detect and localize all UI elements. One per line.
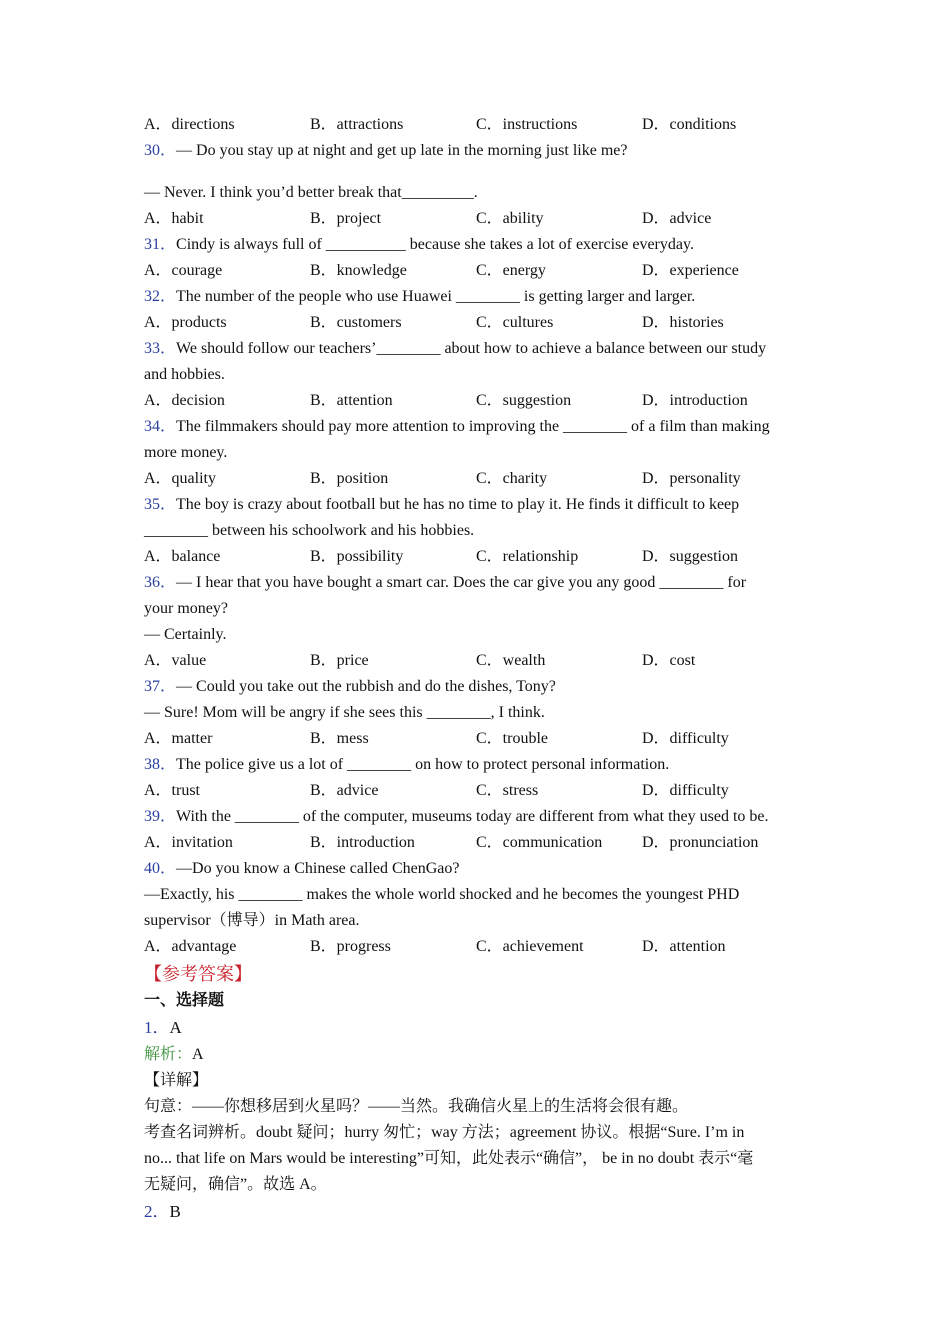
q29-options: [144, 112, 814, 138]
q36-stem: [144, 570, 814, 596]
q40-option-b[interactable]: B．progress: [310, 938, 391, 955]
q30-text-2: — Never. I think you’d better break that_________.: [144, 184, 478, 201]
q37-option-b[interactable]: B．mess: [310, 730, 369, 747]
jiexi-value: A: [192, 1046, 204, 1063]
q30-option-c[interactable]: C．ability: [476, 210, 544, 227]
q31-option-c[interactable]: C．energy: [476, 262, 546, 279]
q30-options: [144, 206, 814, 232]
q34-stem: [144, 414, 814, 440]
q33-stem: [144, 336, 814, 362]
q36-number: 36．: [144, 574, 177, 591]
q35-stem: [144, 492, 814, 518]
q34-option-a[interactable]: A．quality: [144, 470, 216, 487]
q40-option-c[interactable]: C．achievement: [476, 938, 584, 955]
q39-number: 39．: [144, 808, 177, 825]
q30-text-1: — Do you stay up at night and get up late in the morning just like me?: [176, 142, 628, 159]
q31-option-b[interactable]: B．knowledge: [310, 262, 407, 279]
q33-option-a[interactable]: A．decision: [144, 392, 225, 409]
q36-options: [144, 648, 814, 674]
answer-1-jiexi: [144, 1042, 814, 1068]
q36-option-b[interactable]: B．price: [310, 652, 369, 669]
answer-key-title: 【参考答案】: [144, 964, 252, 984]
q30-option-b[interactable]: B．project: [310, 210, 382, 227]
q32-option-c[interactable]: C．cultures: [476, 314, 554, 331]
q35-option-c[interactable]: C．relationship: [476, 548, 579, 565]
q34-option-b[interactable]: B．position: [310, 470, 389, 487]
q30-option-d[interactable]: D．advice: [642, 210, 712, 227]
answer-1: [144, 1014, 814, 1042]
answer-2-number: 2．: [144, 1202, 170, 1221]
q37-option-c[interactable]: C．trouble: [476, 730, 548, 747]
q30-stem: [144, 138, 814, 164]
q38-text: The police give us a lot of ________ on how to protect personal information.: [176, 756, 670, 773]
q36-text-1: — I hear that you have bought a smart car. Does the car give you any good ________ for: [176, 574, 747, 591]
q29-option-d[interactable]: D．conditions: [642, 116, 737, 133]
q29-option-b[interactable]: B．attractions: [310, 116, 404, 133]
q32-stem: [144, 284, 814, 310]
q36-text-2: your money?: [144, 600, 228, 617]
q33-option-c[interactable]: C．suggestion: [476, 392, 572, 409]
q31-number: 31．: [144, 236, 177, 253]
q38-option-d[interactable]: D．difficulty: [642, 782, 729, 799]
q39-option-a[interactable]: A．invitation: [144, 834, 233, 851]
exam-page: [144, 112, 814, 1226]
q30-number: 30．: [144, 142, 177, 159]
analysis-line-1: 考查名词辨析。doubt 疑问；hurry 匆忙；way 方法；agreement 协议。根据“Sure. I’m in: [144, 1124, 745, 1141]
q36-option-c[interactable]: C．wealth: [476, 652, 546, 669]
q38-option-c[interactable]: C．stress: [476, 782, 539, 799]
q37-options: [144, 726, 814, 752]
q31-text: Cindy is always full of __________ because she takes a lot of exercise everyday.: [176, 236, 694, 253]
q39-stem: [144, 804, 814, 830]
q33-text-2: and hobbies.: [144, 366, 225, 383]
q40-option-a[interactable]: A．advantage: [144, 938, 237, 955]
answer-1-number: 1．: [144, 1018, 170, 1037]
q34-options: [144, 466, 814, 492]
q34-option-d[interactable]: D．personality: [642, 470, 741, 487]
answer-2-value: B: [169, 1202, 181, 1221]
detail-label: 【详解】: [144, 1072, 209, 1089]
q40-number: 40．: [144, 860, 177, 877]
q38-number: 38．: [144, 756, 177, 773]
q37-number: 37．: [144, 678, 177, 695]
q40-text-1: —Do you know a Chinese called ChenGao?: [176, 860, 460, 877]
q40-text-3: supervisor（博导）in Math area.: [144, 912, 360, 929]
q33-text-1: We should follow our teachers’________ about how to achieve a balance between our study: [176, 340, 767, 357]
q38-stem: [144, 752, 814, 778]
q34-text-1: The filmmakers should pay more attention to improving the ________ of a film than making: [176, 418, 770, 435]
q38-options: [144, 778, 814, 804]
q31-option-d[interactable]: D．experience: [642, 262, 739, 279]
answer-1-value: A: [169, 1018, 182, 1037]
q31-option-a[interactable]: A．courage: [144, 262, 223, 279]
q39-option-d[interactable]: D．pronunciation: [642, 834, 759, 851]
q40-stem: [144, 856, 814, 882]
section-title: 一、选择题: [144, 992, 225, 1009]
q35-options: [144, 544, 814, 570]
q40-option-d[interactable]: D．attention: [642, 938, 726, 955]
q34-number: 34．: [144, 418, 177, 435]
q31-options: [144, 258, 814, 284]
q37-option-d[interactable]: D．difficulty: [642, 730, 729, 747]
q40-text-2: —Exactly, his ________ makes the whole world shocked and he becomes the youngest PHD: [144, 886, 740, 903]
jiexi-label: 解析：: [144, 1046, 193, 1063]
q34-option-c[interactable]: C．charity: [476, 470, 548, 487]
q32-number: 32．: [144, 288, 177, 305]
q35-text-1: The boy is crazy about football but he has no time to play it. He finds it difficult to keep: [176, 496, 740, 513]
q33-number: 33．: [144, 340, 177, 357]
q39-options: [144, 830, 814, 856]
q36-option-d[interactable]: D．cost: [642, 652, 696, 669]
q39-option-b[interactable]: B．introduction: [310, 834, 415, 851]
q35-option-b[interactable]: B．possibility: [310, 548, 404, 565]
analysis-line-3: 无疑问，确信”。故选 A。: [144, 1176, 327, 1193]
q32-text: The number of the people who use Huawei ________ is getting larger and larger.: [176, 288, 696, 305]
answer-2: [144, 1198, 814, 1226]
q37-text-1: — Could you take out the rubbish and do the dishes, Tony?: [176, 678, 556, 695]
q36-text-3: — Certainly.: [144, 626, 227, 643]
q32-option-a[interactable]: A．products: [144, 314, 227, 331]
q35-option-d[interactable]: D．suggestion: [642, 548, 739, 565]
q32-option-d[interactable]: D．histories: [642, 314, 724, 331]
q33-options: [144, 388, 814, 414]
q35-number: 35．: [144, 496, 177, 513]
q31-stem: [144, 232, 814, 258]
q35-option-a[interactable]: A．balance: [144, 548, 221, 565]
q29-option-a[interactable]: A．directions: [144, 116, 235, 133]
q29-option-c[interactable]: C．instructions: [476, 116, 578, 133]
q37-text-2: — Sure! Mom will be angry if she sees this ________, I think.: [144, 704, 545, 721]
q32-options: [144, 310, 814, 336]
q33-option-d[interactable]: D．introduction: [642, 392, 748, 409]
analysis-line-2: no... that life on Mars would be interesting”可知，此处表示“确信”， be in no doubt 表示“毫: [144, 1150, 754, 1167]
q38-option-a[interactable]: A．trust: [144, 782, 201, 799]
q30-option-a[interactable]: A．habit: [144, 210, 204, 227]
q39-text: With the ________ of the computer, museums today are different from what they used to be.: [176, 808, 769, 825]
sentence-meaning: 句意：——你想移居到火星吗？——当然。我确信火星上的生活将会很有趣。: [144, 1098, 689, 1115]
q40-options: [144, 934, 814, 960]
q34-text-2: more money.: [144, 444, 228, 461]
q35-text-2: ________ between his schoolwork and his hobbies.: [144, 522, 475, 539]
q37-option-a[interactable]: A．matter: [144, 730, 213, 747]
q38-option-b[interactable]: B．advice: [310, 782, 379, 799]
q36-option-a[interactable]: A．value: [144, 652, 207, 669]
q37-stem: [144, 674, 814, 700]
q33-option-b[interactable]: B．attention: [310, 392, 393, 409]
q39-option-c[interactable]: C．communication: [476, 834, 603, 851]
q32-option-b[interactable]: B．customers: [310, 314, 402, 331]
